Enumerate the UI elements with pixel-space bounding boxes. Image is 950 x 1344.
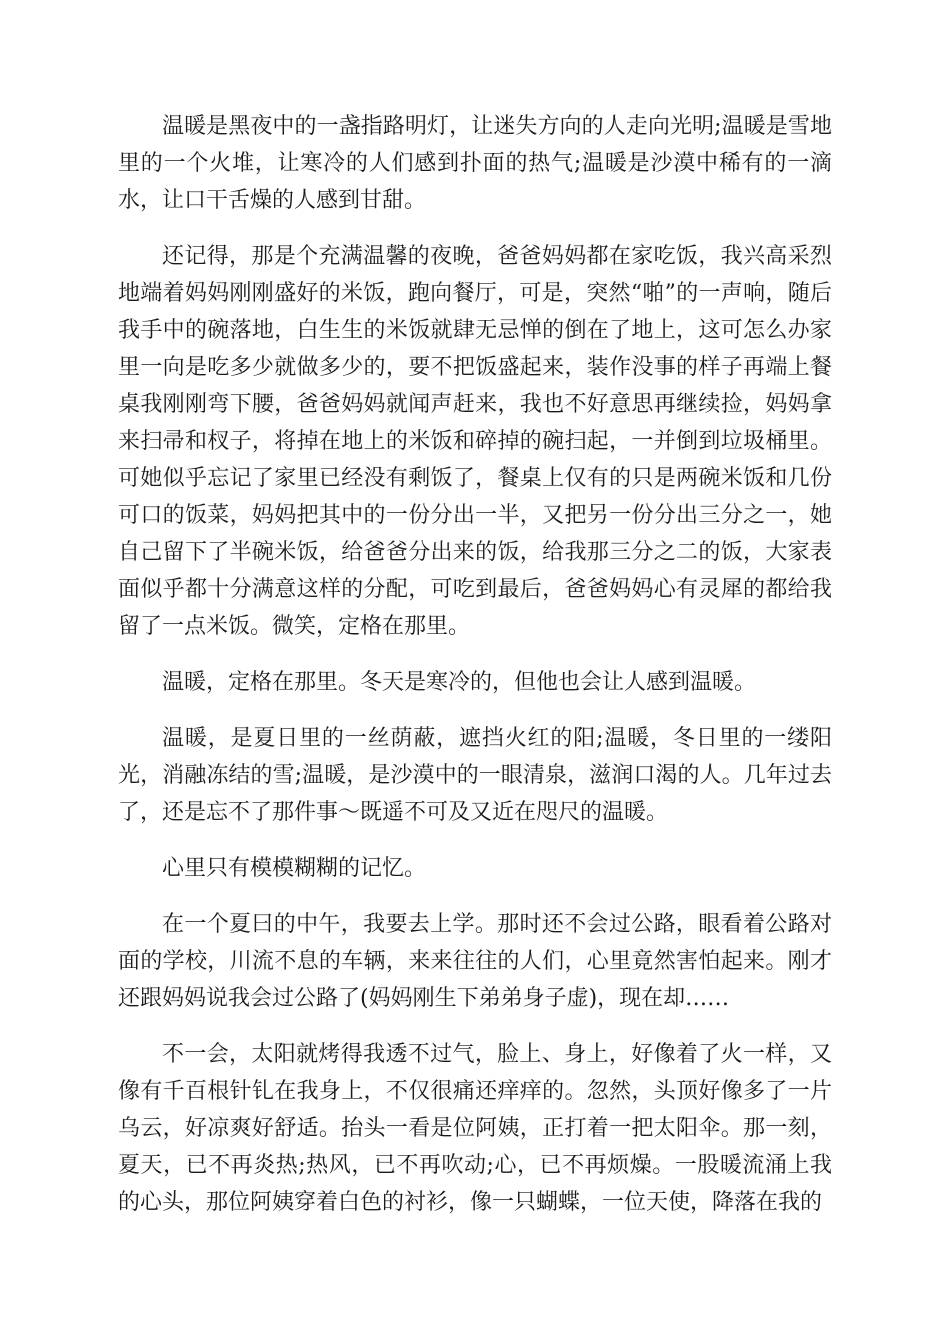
document-page: [118, 108, 832, 1240]
paragraph-1: 温暖是黑夜中的一盏指路明灯，让迷失方向的人走向光明;温暖是雪地里的一个火堆，让寒冷的人们感到扑面的热气;温暖是沙漠中稀有的一滴水，让口干舌燥的人感到甘甜。: [118, 114, 832, 213]
paragraph-3: 温暖，定格在那里。冬天是寒冷的，但他也会让人感到温暖。: [162, 670, 757, 695]
paragraph-2: 还记得，那是个充满温馨的夜晚，爸爸妈妈都在家吃饭，我兴高采烈地端着妈妈刚刚盛好的米饭，跑向餐厅，可是，突然“啪”的一声响，随后我手中的碗落地，白生生的米饭就肆无忌惮的倒在了地上，这可怎么办家里一向是吃多少就做多少的，要不把饭盛起来，装作没事的样子再端上餐桌我刚刚弯下腰，爸爸妈妈就闻声赶来，我也不好意思再继续捡，妈妈拿来扫帚和杈子，将掉在地上的米饭和碎掉的碗扫起，一并倒到垃圾桶里。可她似乎忘记了家里已经没有剩饭了，餐桌上仅有的只是两碗米饭和几份可口的饭菜，妈妈把其中的一份分出一半，又把另一份分出三分之一，她自己留下了半碗米饭，给爸爸分出来的饭，给我那三分之二的饭，大家表面似乎都十分满意这样的分配，可吃到最后，爸爸妈妈心有灵犀的都给我留了一点米饭。微笑，定格在那里。: [118, 244, 832, 639]
paragraph-6: 在一个夏曰的中午，我要去上学。那时还不会过公路，眼看着公路对面的学校，川流不息的车辆，来来往往的人们，心里竟然害怕起来。刚才还跟妈妈说我会过公路了(妈妈刚生下弟弟身子虚)，现在却……: [118, 912, 832, 1011]
paragraph-4: 温暖，是夏日里的一丝荫蔽，遮挡火红的阳;温暖，冬日里的一缕阳光，消融冻结的雪;温暖，是沙漠中的一眼清泉，滋润口渴的人。几年过去了，还是忘不了那件事～既遥不可及又近在咫尺的温暖。: [118, 726, 832, 825]
paragraph-5: 心里只有模模糊糊的记忆。: [162, 856, 427, 881]
paragraph-7: 不一会，太阳就烤得我透不过气，脸上、身上，好像着了火一样，又像有千百根针钆在我身上，不仅很痛还痒痒的。忽然，头顶好像多了一片乌云，好凉爽好舒适。抬头一看是位阿姨，正打着一把太阳伞。那一刻，夏天，已不再炎热;热风，已不再吹动;心，已不再烦燥。一股暖流涌上我的心头，那位阿姨穿着白色的衬衫，像一只蝴蝶，一位天使，降落在我的: [118, 1042, 832, 1215]
